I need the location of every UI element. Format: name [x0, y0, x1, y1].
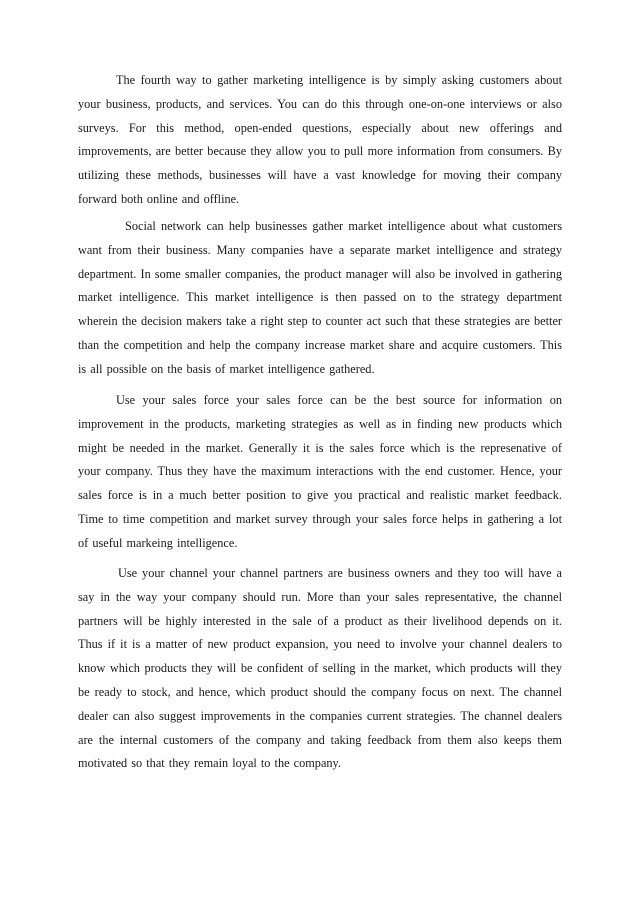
paragraph-text: Use your sales force your sales force can be the best source for information on improvement in the products, marketing strategies as well as in finding new products which might be needed in the market. Generally it is the sales force which is the represenative of your company. Thus they have the maximum interactions with the end customer. Hence, your sales force is in a much better position to give you practical and realistic market feedback. Time to time competition and market survey through your sales force helps in gathering a lot of useful markeing intelligence.: [78, 393, 562, 550]
paragraph-text: Use your channel your channel partners are business owners and they too will have a say in the way your company should run. More than your sales representative, the channel partners will be highly interested in the sale of a product as their livelihood depends on it. Thus if it is a matter of new product expansion, you need to involve your channel dealers to know which products they will be confident of selling in the market, which products will they be ready to stock, and hence, which product should the company focus on next. The channel dealer can also suggest improvements in the companies current strategies. The channel dealers are the internal customers of the company and taking feedback from them also keeps them motivated so that they remain loyal to the company.: [78, 566, 562, 771]
paragraph-sales-force: [78, 389, 562, 556]
paragraph-text: Social network can help businesses gather market intelligence about what customers want from their business. Many companies have a separate market intelligence and strategy department. In some smaller companies, the product manager will also be involved in gathering market intelligence. This market intelligence is then passed on to the strategy department wherein the decision makers take a right step to counter act such that these strategies are better than the competition and help the company increase market share and acquire customers. This is all possible on the basis of market intelligence gathered.: [78, 219, 562, 376]
paragraph-text: The fourth way to gather marketing intelligence is by simply asking customers about your business, products, and services. You can do this through one-on-one interviews or also surveys. For this method, open-ended questions, especially about new offerings and improvements, are better because they allow you to pull more information from consumers. By utilizing these methods, businesses will have a vast knowledge for moving their company forward both online and offline.: [78, 73, 562, 206]
paragraph-asking-customers: [78, 69, 562, 212]
paragraph-channel-partners: [78, 562, 562, 776]
paragraph-social-network: [78, 215, 562, 382]
